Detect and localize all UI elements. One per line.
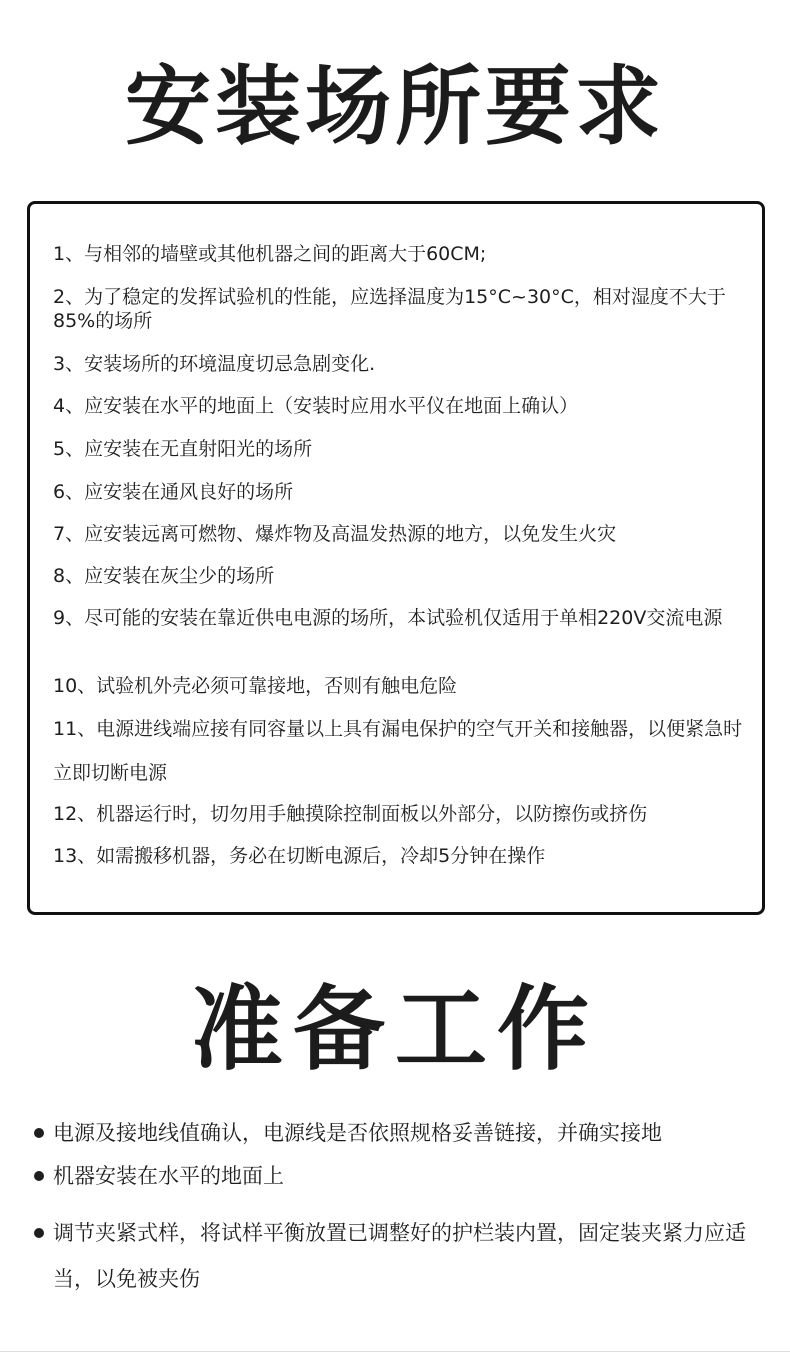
install-item-12: 12、机器运行时，切勿用手触摸除控制面板以外部分，以防擦伤或挤伤 [53,803,648,825]
install-item-8: 8、应安装在灰尘少的场所 [53,565,275,587]
bottom-divider [0,1351,790,1352]
prep-item-2 [53,1161,765,1191]
install-requirements-title: 安装场所要求 [125,57,665,157]
bullet-icon [34,1228,44,1238]
install-item-4: 4、应安装在水平的地面上（安装时应用水平仪在地面上确认） [53,395,579,417]
install-item-3: 3、安装场所的环境温度切忌急剧变化. [53,353,376,375]
install-item-2: 2、为了稳定的发挥试验机的性能，应选择温度为15°C~30°C，相对湿度不大于85%的场所 [53,286,726,332]
install-item-5: 5、应安装在无直射阳光的场所 [53,438,313,460]
install-item-10: 10、试验机外壳必须可靠接地，否则有触电危险 [53,675,458,697]
prep-item-1 [53,1118,765,1148]
prep-item-text: 机器安装在水平的地面上 [53,1164,284,1188]
install-item-1: 1、与相邻的墙壁或其他机器之间的距离大于60CM; [53,243,487,265]
prep-item-text: 调节夹紧式样，将试样平衡放置已调整好的护栏装内置，固定装夹紧力应适当，以免被夹伤 [53,1221,746,1291]
install-item-7: 7、应安装远离可燃物、爆炸物及高温发热源的地方，以免发生火灾 [53,523,617,545]
bullet-icon [34,1171,44,1181]
bullet-icon [34,1128,44,1138]
preparation-title: 准备工作 [190,976,599,1083]
install-item-9: 9、尽可能的安装在靠近供电电源的场所，本试验机仅适用于单相220V交流电源 [53,607,723,629]
prep-item-3 [53,1210,765,1302]
install-item-11: 11、电源进线端应接有同容量以上具有漏电保护的空气开关和接触器，以便紧急时立即切断电源 [53,718,743,784]
install-item-13: 13、如需搬移机器，务必在切断电源后，冷却5分钟在操作 [53,845,546,867]
install-item-6: 6、应安装在通风良好的场所 [53,481,294,503]
prep-item-text: 电源及接地线值确认，电源线是否依照规格妥善链接，并确实接地 [53,1121,662,1145]
